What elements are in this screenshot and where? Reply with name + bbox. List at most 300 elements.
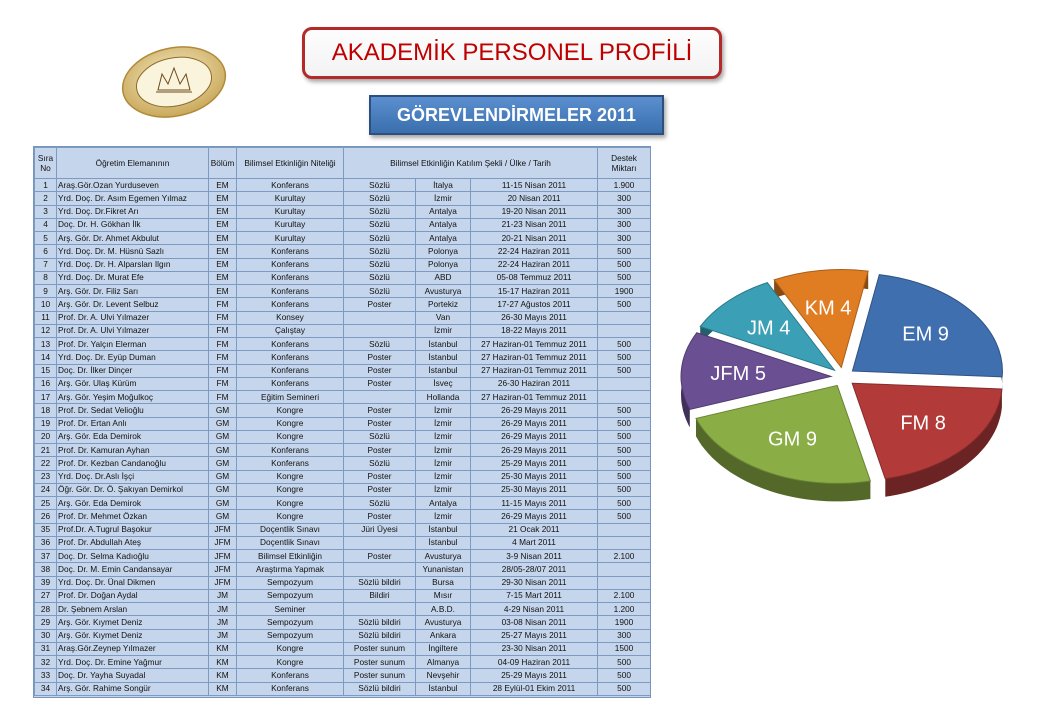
cell-date: 27 Haziran-01 Temmuz 2011 xyxy=(471,364,598,377)
cell-department: JFM xyxy=(209,523,237,536)
cell-participation: Poster xyxy=(344,351,416,364)
cell-staff-name: Prof. Dr. Kezban Candanoğlu xyxy=(57,457,209,470)
cell-support-amount: 500 xyxy=(598,457,651,470)
cell-participation xyxy=(344,311,416,324)
cell-event-type: Konferans xyxy=(237,444,344,457)
cell-support-amount: 500 xyxy=(598,245,651,258)
cell-participation: Sözlü bildiri xyxy=(344,682,416,695)
cell-support-amount: 500 xyxy=(598,351,651,364)
cell-support-amount xyxy=(598,324,651,337)
cell-participation: Poster xyxy=(344,364,416,377)
cell-participation xyxy=(344,391,416,404)
cell-row-no: 35 xyxy=(35,523,57,536)
cell-date: 27 Haziran-01 Temmuz 2011 xyxy=(471,351,598,364)
header-staff: Öğretim Elemanının xyxy=(57,148,209,179)
cell-department: EM xyxy=(209,271,237,284)
cell-staff-name: Arş. Gör. Dr. Filiz Sarı xyxy=(57,285,209,298)
pie-label-gm: GM 9 xyxy=(768,428,817,451)
cell-location: Antalya xyxy=(416,232,471,245)
cell-row-no: 25 xyxy=(35,497,57,510)
cell-row-no: 8 xyxy=(35,271,57,284)
cell-location: İzmir xyxy=(416,430,471,443)
cell-row-no: 30 xyxy=(35,629,57,642)
cell-support-amount: 300 xyxy=(598,218,651,231)
cell-location: İzmir xyxy=(416,417,471,430)
cell-event-type: Doçentlik Sınavı xyxy=(237,536,344,549)
cell-date: 26-30 Mayıs 2011 xyxy=(471,311,598,324)
cell-date: 11-15 Nisan 2011 xyxy=(471,179,598,192)
cell-department: JFM xyxy=(209,550,237,563)
cell-location: İzmir xyxy=(416,457,471,470)
header-event-type: Bilimsel Etkinliğin Niteliği xyxy=(237,148,344,179)
cell-participation: Sözlü xyxy=(344,179,416,192)
cell-location: Avusturya xyxy=(416,285,471,298)
cell-participation: Poster xyxy=(344,550,416,563)
cell-event-type: Araştırma Yapmak xyxy=(237,563,344,576)
cell-support-amount: 2.100 xyxy=(598,550,651,563)
cell-location: Ankara xyxy=(416,629,471,642)
cell-event-type: Kongre xyxy=(237,510,344,523)
cell-event-type: Kongre xyxy=(237,483,344,496)
cell-department: GM xyxy=(209,470,237,483)
table-row xyxy=(35,232,651,245)
cell-location: İstanbul xyxy=(416,351,471,364)
cell-row-no: 9 xyxy=(35,285,57,298)
cell-date: 26-29 Mayıs 2011 xyxy=(471,444,598,457)
cell-participation xyxy=(344,603,416,616)
cell-staff-name: Prof. Dr. Doğan Aydal xyxy=(57,589,209,602)
cell-staff-name: Doç. Dr. Yayha Suyadal xyxy=(57,669,209,682)
cell-date: 26-29 Mayıs 2011 xyxy=(471,510,598,523)
table-row xyxy=(35,205,651,218)
cell-date: 26-29 Mayıs 2011 xyxy=(471,430,598,443)
table-row xyxy=(35,271,651,284)
cell-participation: Poster xyxy=(344,444,416,457)
cell-event-type: Kurultay xyxy=(237,218,344,231)
cell-location: Mısır xyxy=(416,589,471,602)
cell-row-no: 13 xyxy=(35,338,57,351)
cell-support-amount: 500 xyxy=(598,364,651,377)
table-row xyxy=(35,338,651,351)
cell-staff-name: Prof. Dr. Sedat Velioğlu xyxy=(57,404,209,417)
cell-department: JM xyxy=(209,589,237,602)
cell-support-amount: 500 xyxy=(598,656,651,669)
cell-location: Bursa xyxy=(416,576,471,589)
cell-support-amount: 300 xyxy=(598,205,651,218)
pie-label-km: KM 4 xyxy=(804,297,852,320)
cell-staff-name: Prof. Dr. Mehmet Özkan xyxy=(57,510,209,523)
cell-participation: Sözlü xyxy=(344,271,416,284)
cell-location: İzmir xyxy=(416,444,471,457)
cell-date: 21 Ocak 2011 xyxy=(471,523,598,536)
cell-participation: Poster sunum xyxy=(344,669,416,682)
cell-support-amount: 500 xyxy=(598,483,651,496)
cell-row-no: 6 xyxy=(35,245,57,258)
table-row xyxy=(35,285,651,298)
cell-location: İstanbul xyxy=(416,364,471,377)
cell-department: GM xyxy=(209,497,237,510)
cell-department: GM xyxy=(209,457,237,470)
header-department: Bölüm xyxy=(209,148,237,179)
cell-event-type: Konferans xyxy=(237,457,344,470)
cell-department: EM xyxy=(209,232,237,245)
cell-event-type: Konferans xyxy=(237,258,344,271)
cell-row-no: 39 xyxy=(35,576,57,589)
cell-participation: Sözlü xyxy=(344,457,416,470)
cell-location: Van xyxy=(416,311,471,324)
cell-staff-name: Yrd. Doç. Dr. Asım Egemen Yılmaz xyxy=(57,192,209,205)
cell-date: 26-29 Mayıs 2011 xyxy=(471,417,598,430)
cell-row-no: 15 xyxy=(35,364,57,377)
cell-staff-name: Yrd. Doç. Dr.Aslı İşçi xyxy=(57,470,209,483)
cell-row-no: 26 xyxy=(35,510,57,523)
cell-staff-name: Araş.Gör.Ozan Yurduseven xyxy=(57,179,209,192)
cell-participation xyxy=(344,324,416,337)
cell-date: 27 Haziran-01 Temmuz 2011 xyxy=(471,338,598,351)
cell-event-type: Kongre xyxy=(237,417,344,430)
cell-support-amount xyxy=(598,377,651,390)
cell-row-no: 27 xyxy=(35,589,57,602)
cell-row-no: 31 xyxy=(35,642,57,655)
cell-participation: Sözlü xyxy=(344,338,416,351)
table-row xyxy=(35,563,651,576)
cell-event-type: Kongre xyxy=(237,642,344,655)
cell-support-amount: 500 xyxy=(598,682,651,695)
cell-date: 22-24 Haziran 2011 xyxy=(471,245,598,258)
cell-participation: Sözlü bildiri xyxy=(344,629,416,642)
cell-staff-name: Prof. Dr. Abdullah Ateş xyxy=(57,536,209,549)
cell-department: EM xyxy=(209,179,237,192)
cell-event-type: Kongre xyxy=(237,470,344,483)
cell-location: Hollanda xyxy=(416,391,471,404)
table-row xyxy=(35,483,651,496)
cell-department: GM xyxy=(209,430,237,443)
cell-event-type: Konferans xyxy=(237,298,344,311)
cell-event-type: Konferans xyxy=(237,377,344,390)
cell-date: 20 Nisan 2011 xyxy=(471,192,598,205)
cell-date: 28/05-28/07 2011 xyxy=(471,563,598,576)
table-row xyxy=(35,258,651,271)
cell-date: 25-30 Mayıs 2011 xyxy=(471,483,598,496)
cell-row-no: 7 xyxy=(35,258,57,271)
table-row xyxy=(35,576,651,589)
cell-participation: Jüri Üyesi xyxy=(344,523,416,536)
table-row xyxy=(35,497,651,510)
cell-event-type: Sempozyum xyxy=(237,576,344,589)
cell-staff-name: Doç. Dr. İlker Dinçer xyxy=(57,364,209,377)
cell-staff-name: Arş. Gör. Ulaş Kürüm xyxy=(57,377,209,390)
cell-participation: Poster xyxy=(344,483,416,496)
pie-label-em: EM 9 xyxy=(902,323,949,346)
cell-location: İstanbul xyxy=(416,682,471,695)
cell-department: JM xyxy=(209,603,237,616)
cell-staff-name: Prof. Dr. Ertan Anlı xyxy=(57,417,209,430)
page-title: AKADEMİK PERSONEL PROFİLİ xyxy=(302,27,722,79)
cell-date: 23-30 Nisan 2011 xyxy=(471,642,598,655)
cell-row-no: 28 xyxy=(35,603,57,616)
cell-participation: Poster xyxy=(344,417,416,430)
cell-staff-name: Yrd. Doç. Dr. Eyüp Duman xyxy=(57,351,209,364)
assignments-table-container xyxy=(33,146,651,698)
cell-department: EM xyxy=(209,205,237,218)
cell-date: 27 Haziran-01 Temmuz 2011 xyxy=(471,391,598,404)
cell-department: GM xyxy=(209,510,237,523)
cell-staff-name: Yrd. Doç. Dr. H. Alparslan Ilgın xyxy=(57,258,209,271)
table-row xyxy=(35,642,651,655)
table-row xyxy=(35,656,651,669)
cell-staff-name: Yrd. Doç. Dr. Murat Efe xyxy=(57,271,209,284)
cell-support-amount: 500 xyxy=(598,444,651,457)
table-row xyxy=(35,391,651,404)
cell-event-type: Konferans xyxy=(237,351,344,364)
cell-row-no: 1 xyxy=(35,179,57,192)
cell-department: FM xyxy=(209,338,237,351)
cell-event-type: Sempozyum xyxy=(237,629,344,642)
table-row xyxy=(35,444,651,457)
cell-event-type: Konsey xyxy=(237,311,344,324)
cell-department: JFM xyxy=(209,563,237,576)
assignments-table xyxy=(34,147,651,696)
cell-support-amount: 500 xyxy=(598,338,651,351)
department-pie-chart xyxy=(668,265,1023,515)
page-subtitle: GÖREVLENDİRMELER 2011 xyxy=(369,95,664,135)
cell-row-no: 24 xyxy=(35,483,57,496)
cell-support-amount xyxy=(598,391,651,404)
cell-support-amount: 1500 xyxy=(598,642,651,655)
cell-date: 11-15 Mayıs 2011 xyxy=(471,497,598,510)
cell-location: ABD xyxy=(416,271,471,284)
cell-participation: Sözlü xyxy=(344,430,416,443)
cell-date: 29-30 Nisan 2011 xyxy=(471,576,598,589)
table-row xyxy=(35,510,651,523)
cell-staff-name: Yrd. Doç. Dr. M. Hüsnü Sazlı xyxy=(57,245,209,258)
cell-support-amount: 1.200 xyxy=(598,603,651,616)
cell-staff-name: Arş. Gör. Dr. Levent Selbuz xyxy=(57,298,209,311)
cell-row-no: 19 xyxy=(35,417,57,430)
cell-participation: Poster xyxy=(344,510,416,523)
cell-event-type: Kurultay xyxy=(237,232,344,245)
header-support: Destek Miktarı xyxy=(598,148,651,179)
cell-staff-name: Arş. Gör. Rahime Songür xyxy=(57,682,209,695)
table-row xyxy=(35,603,651,616)
cell-row-no: 12 xyxy=(35,324,57,337)
cell-event-type: Kurultay xyxy=(237,192,344,205)
cell-department: JFM xyxy=(209,536,237,549)
university-logo xyxy=(118,40,230,120)
cell-participation xyxy=(344,536,416,549)
cell-location: Nevşehir xyxy=(416,669,471,682)
cell-date: 19-20 Nisan 2011 xyxy=(471,205,598,218)
cell-location: Antalya xyxy=(416,497,471,510)
cell-location: Yunanistan xyxy=(416,563,471,576)
cell-event-type: Sempozyum xyxy=(237,589,344,602)
cell-participation: Poster sunum xyxy=(344,642,416,655)
cell-date: 4-29 Nisan 2011 xyxy=(471,603,598,616)
cell-participation: Sözlü xyxy=(344,218,416,231)
cell-staff-name: Öğr. Gör. Dr. Ö. Şakıyan Demirkol xyxy=(57,483,209,496)
cell-participation: Poster xyxy=(344,470,416,483)
cell-department: FM xyxy=(209,377,237,390)
cell-participation: Sözlü bildiri xyxy=(344,616,416,629)
cell-location: Antalya xyxy=(416,218,471,231)
cell-department: FM xyxy=(209,324,237,337)
cell-row-no: 20 xyxy=(35,430,57,443)
cell-department: EM xyxy=(209,245,237,258)
table-row xyxy=(35,377,651,390)
cell-support-amount: 2.100 xyxy=(598,589,651,602)
table-row xyxy=(35,218,651,231)
table-row xyxy=(35,179,651,192)
cell-staff-name: Yrd. Doç. Dr. Ünal Dikmen xyxy=(57,576,209,589)
cell-location: Polonya xyxy=(416,245,471,258)
cell-row-no: 3 xyxy=(35,205,57,218)
cell-location: İstanbul xyxy=(416,338,471,351)
table-row xyxy=(35,351,651,364)
cell-date: 20-21 Nisan 2011 xyxy=(471,232,598,245)
cell-event-type: Kongre xyxy=(237,404,344,417)
table-row xyxy=(35,536,651,549)
cell-staff-name: Prof.Dr. A.Tugrul Başokur xyxy=(57,523,209,536)
cell-row-no: 29 xyxy=(35,616,57,629)
cell-support-amount xyxy=(598,576,651,589)
cell-staff-name: Araş.Gör.Zeynep Yılmazer xyxy=(57,642,209,655)
cell-date: 7-15 Mart 2011 xyxy=(471,589,598,602)
cell-date: 15-17 Haziran 2011 xyxy=(471,285,598,298)
cell-participation: Sözlü xyxy=(344,245,416,258)
cell-support-amount: 500 xyxy=(598,430,651,443)
cell-row-no: 37 xyxy=(35,550,57,563)
cell-location: İzmir xyxy=(416,324,471,337)
cell-event-type: Çalıştay xyxy=(237,324,344,337)
cell-row-no: 16 xyxy=(35,377,57,390)
cell-location: İzmir xyxy=(416,192,471,205)
table-row xyxy=(35,589,651,602)
cell-date: 25-27 Mayıs 2011 xyxy=(471,629,598,642)
cell-event-type: Sempozyum xyxy=(237,616,344,629)
cell-staff-name: Arş. Gör. Dr. Ahmet Akbulut xyxy=(57,232,209,245)
cell-department: FM xyxy=(209,364,237,377)
cell-department: JM xyxy=(209,629,237,642)
cell-department: FM xyxy=(209,298,237,311)
cell-support-amount: 500 xyxy=(598,417,651,430)
cell-date: 17-27 Ağustos 2011 xyxy=(471,298,598,311)
table-row xyxy=(35,669,651,682)
cell-department: KM xyxy=(209,682,237,695)
cell-location: İzmir xyxy=(416,470,471,483)
cell-department: EM xyxy=(209,258,237,271)
cell-staff-name: Prof. Dr. Kamuran Ayhan xyxy=(57,444,209,457)
cell-date: 04-09 Haziran 2011 xyxy=(471,656,598,669)
cell-row-no: 4 xyxy=(35,218,57,231)
cell-event-type: Seminer xyxy=(237,603,344,616)
cell-event-type: Konferans xyxy=(237,669,344,682)
cell-location: İngiltere xyxy=(416,642,471,655)
cell-staff-name: Prof. Dr. Yalçın Elerman xyxy=(57,338,209,351)
cell-department: GM xyxy=(209,483,237,496)
cell-department: EM xyxy=(209,285,237,298)
cell-date: 18-22 Mayıs 2011 xyxy=(471,324,598,337)
cell-event-type: Konferans xyxy=(237,285,344,298)
cell-date: 28 Eylül-01 Ekim 2011 xyxy=(471,682,598,695)
cell-row-no: 34 xyxy=(35,682,57,695)
cell-row-no: 2 xyxy=(35,192,57,205)
cell-event-type: Kongre xyxy=(237,430,344,443)
cell-row-no: 22 xyxy=(35,457,57,470)
cell-date: 25-29 Mayıs 2011 xyxy=(471,457,598,470)
cell-participation xyxy=(344,563,416,576)
cell-staff-name: Dr. Şebnem Arslan xyxy=(57,603,209,616)
cell-row-no: 38 xyxy=(35,563,57,576)
cell-row-no: 10 xyxy=(35,298,57,311)
cell-staff-name: Prof. Dr. A. Ulvi Yılmazer xyxy=(57,324,209,337)
cell-department: FM xyxy=(209,311,237,324)
cell-participation: Poster xyxy=(344,377,416,390)
cell-location: Avusturya xyxy=(416,550,471,563)
cell-location: İsveç xyxy=(416,377,471,390)
cell-department: KM xyxy=(209,656,237,669)
cell-support-amount xyxy=(598,536,651,549)
cell-date: 26-29 Mayıs 2011 xyxy=(471,404,598,417)
table-row xyxy=(35,192,651,205)
cell-department: GM xyxy=(209,444,237,457)
cell-participation: Sözlü xyxy=(344,205,416,218)
cell-support-amount: 300 xyxy=(598,629,651,642)
cell-staff-name: Arş. Gör. Eda Demirok xyxy=(57,497,209,510)
cell-row-no: 14 xyxy=(35,351,57,364)
cell-support-amount: 300 xyxy=(598,192,651,205)
cell-department: GM xyxy=(209,417,237,430)
cell-support-amount xyxy=(598,563,651,576)
cell-location: Antalya xyxy=(416,205,471,218)
cell-event-type: Konferans xyxy=(237,245,344,258)
cell-staff-name: Arş. Gör. Eda Demirok xyxy=(57,430,209,443)
table-row xyxy=(35,550,651,563)
cell-support-amount: 1.900 xyxy=(598,179,651,192)
cell-staff-name: Prof. Dr. A. Ulvi Yılmazer xyxy=(57,311,209,324)
cell-event-type: Doçentlik Sınavı xyxy=(237,523,344,536)
table-row xyxy=(35,629,651,642)
cell-location: Avusturya xyxy=(416,616,471,629)
table-row xyxy=(35,470,651,483)
cell-support-amount: 1900 xyxy=(598,616,651,629)
cell-department: EM xyxy=(209,192,237,205)
cell-participation: Sözlü xyxy=(344,497,416,510)
table-row xyxy=(35,311,651,324)
cell-location: İstanbul xyxy=(416,523,471,536)
cell-location: Polonya xyxy=(416,258,471,271)
cell-date: 25-29 Mayıs 2011 xyxy=(471,669,598,682)
cell-staff-name: Doç. Dr. M. Emin Candansayar xyxy=(57,563,209,576)
table-row xyxy=(35,430,651,443)
cell-support-amount: 500 xyxy=(598,271,651,284)
cell-date: 4 Mart 2011 xyxy=(471,536,598,549)
table-row xyxy=(35,324,651,337)
cell-support-amount xyxy=(598,523,651,536)
cell-event-type: Konferans xyxy=(237,179,344,192)
cell-staff-name: Yrd. Doç. Dr. Emine Yağmur xyxy=(57,656,209,669)
cell-department: FM xyxy=(209,391,237,404)
cell-date: 25-30 Mayıs 2011 xyxy=(471,470,598,483)
cell-event-type: Eğitim Semineri xyxy=(237,391,344,404)
pie-label-jm: JM 4 xyxy=(747,317,791,340)
cell-support-amount: 1900 xyxy=(598,285,651,298)
cell-date: 26-30 Haziran 2011 xyxy=(471,377,598,390)
table-row xyxy=(35,364,651,377)
table-row xyxy=(35,417,651,430)
table-row xyxy=(35,298,651,311)
cell-department: KM xyxy=(209,669,237,682)
cell-row-no: 11 xyxy=(35,311,57,324)
